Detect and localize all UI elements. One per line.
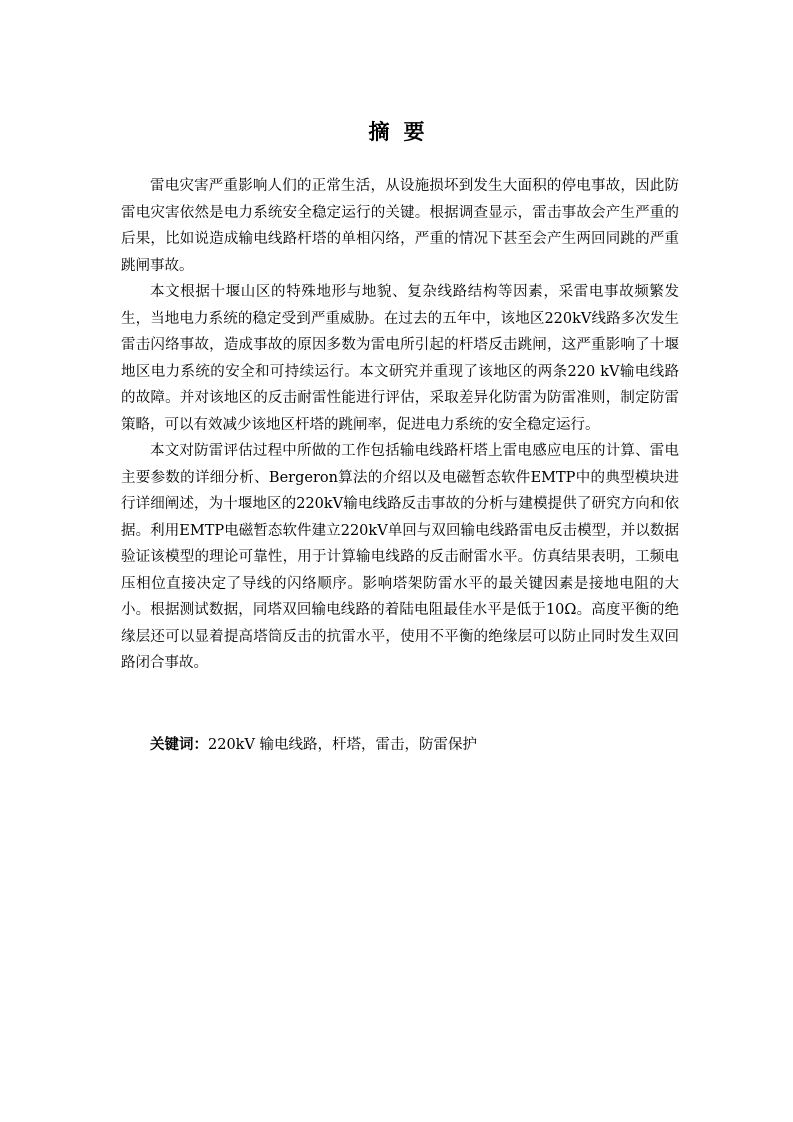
keywords-line [150,732,690,758]
keywords-value: 220kV 输电线路，杆塔，雷击，防雷保护 [208,737,478,753]
abstract-title: 摘要 [368,120,439,144]
abstract-paragraph-1: 雷电灾害严重影响人们的正常生活，从设施损坏到发生大面积的停电事故，因此防雷电灾害依然是电力系统安全稳定运行的关键。根据调查显示，雷击事故会产生严重的后果，比如说造成输电线路杆塔的单相闪络，严重的情况下甚至会产生两回同跳的严重跳闸事故。 [121,178,679,274]
abstract-body [121,173,679,677]
keywords-label: 关键词： [150,737,208,753]
abstract-paragraph-2: 本文根据十堰山区的特殊地形与地貌、复杂线路结构等因素，采雷电事故频繁发生，当地电力系统的稳定受到严重威胁。在过去的五年中，该地区220kV线路多次发生雷击闪络事故，造成事故的原因多数为雷电所引起的杆塔反击跳闸，这严重影响了十堰地区电力系统的安全和可持续运行。本文研究并重现了该地区的两条220 kV输电线路的故障。并对该地区的反击耐雷性能进行评估，采取差异化防雷为防雷准则，制定防雷策略，可以有效减少该地区杆塔的跳闸率，促进电力系统的安全稳定运行。 [121,284,679,433]
abstract-paragraph-3: 本文对防雷评估过程中所做的工作包括输电线路杆塔上雷电感应电压的计算、雷电主要参数的详细分析、Bergeron算法的介绍以及电磁暂态软件EMTP中的典型模块进行详细阐述，为十堰地区的220kV输电线路反击事故的分析与建模提供了研究方向和依据。利用EMTP电磁暂态软件建立220kV单回与双回输电线路雷电反击模型，并以数据验证该模型的理论可靠性，用于计算输电线路的反击耐雷水平。仿真结果表明，工频电压相位直接决定了导线的闪络顺序。影响塔架防雷水平的最关键因素是接地电阻的大小。根据测试数据，同塔双回输电线路的着陆电阻最佳水平是低于10Ω。高度平衡的绝缘层还可以显着提高塔筒反击的抗雷水平，使用不平衡的绝缘层可以防止同时发生双回路闭合事故。 [121,443,679,671]
